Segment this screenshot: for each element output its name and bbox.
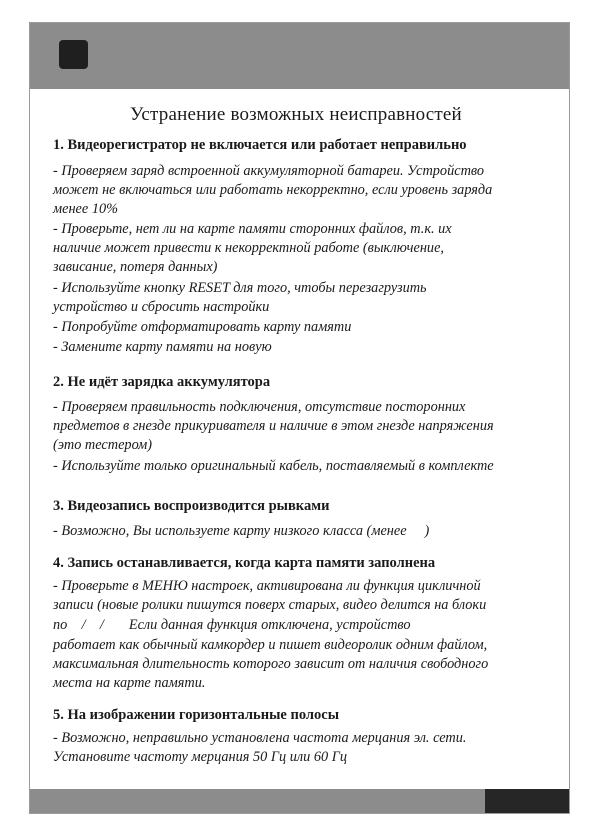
body-line: записи (новые ролики пишутся поверх старых, видео делится на блоки [53, 597, 487, 613]
body-line: Установите частоту мерцания 50 Гц или 60 Гц [53, 749, 347, 765]
body-line: наличие может привести к некорректной работе (выключение, [53, 240, 444, 256]
section-heading: 4. Запись останавливается, когда карта памяти заполнена [53, 555, 436, 571]
section-heading: 1. Видеорегистратор не включается или работает неправильно [53, 137, 467, 153]
body-line: - Проверяем правильность подключения, отсутствие посторонних [53, 399, 466, 415]
page-title: Устранение возможных неисправностей [130, 104, 462, 125]
body-line: - Попробуйте отформатировать карту памяти [53, 319, 352, 335]
body-line: - Проверьте, нет ли на карте памяти сторонних файлов, т.к. их [53, 221, 452, 237]
section-heading: 2. Не идёт зарядка аккумулятора [53, 374, 271, 390]
body-line: зависание, потеря данных) [53, 259, 218, 275]
body-line: работает как обычный камкордер и пишет видеоролик одним файлом, [53, 637, 488, 653]
section-heading: 3. Видеозапись воспроизводится рывками [53, 498, 330, 514]
body-line: - Проверяем заряд встроенной аккумуляторной батареи. Устройство [53, 163, 485, 179]
body-line: менее 10% [53, 201, 119, 217]
footer-band [30, 789, 485, 813]
section-heading: 5. На изображении горизонтальные полосы [53, 707, 340, 723]
body-line: предметов в гнезде прикуривателя и наличие в этом гнезде напряжения [53, 418, 494, 434]
footer-page-tab [485, 789, 569, 813]
body-line: - Замените карту памяти на новую [53, 339, 272, 355]
body-line: - Используйте кнопку RESET для того, чтобы перезагрузить [53, 280, 427, 296]
header-band [30, 23, 569, 89]
body-line: - Возможно, неправильно установлена частота мерцания эл. сети. [53, 730, 467, 746]
body-line: может не включаться или работать некорректно, если уровень заряда [53, 182, 493, 198]
body-line: (это тестером) [53, 437, 153, 453]
body-line: места на карте памяти. [53, 675, 206, 691]
body-line: устройство и сбросить настройки [53, 299, 270, 315]
corner-marker [59, 40, 88, 69]
body-line: - Используйте только оригинальный кабель, поставляемый в комплекте [53, 458, 494, 474]
body-line: - Проверьте в МЕНЮ настроек, активирована ли функция цикличной [53, 578, 481, 594]
body-line: по / / Если данная функция отключена, устройство [53, 617, 411, 633]
body-line: максимальная длительность которого зависит от наличия свободного [53, 656, 489, 672]
body-line: - Возможно, Вы используете карту низкого класса (менее ) [53, 523, 430, 539]
